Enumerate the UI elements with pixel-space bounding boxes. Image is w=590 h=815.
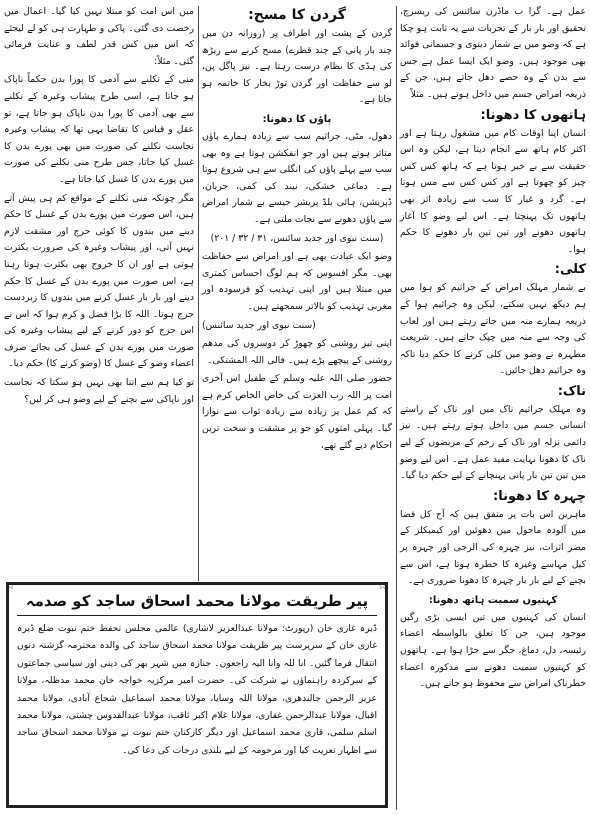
neck-paragraph: گردن کے پشت اور اطراف پر (روزانہ دن میں چند بار پانی کے چند قطرے) مسح کرنے سے ریڑھ کی ہڈی کا نظام درست رہتا ہے۔ نیز پاگل پن، لو سے حفاظت اور گردن توڑ بخار کا خاتمہ ہو جاتا ہے۔	[202, 28, 392, 106]
column-divider	[396, 6, 397, 810]
heading-nose: ناک:	[557, 383, 586, 399]
column-left	[4, 4, 194, 410]
hands-paragraph: انسان اپنا اوقات کام میں مشغول رہتا ہے اور اکثر کام ہاتھ سے انجام دیتا ہے، لیکن وہ اس حقیقت سے بے خبر ہوتا ہے کہ ہاتھ کس کس چیز کو چھوتا ہے اور کس کس سے مس ہوتا ہے۔ گرد و غبار کا سب سے زیادہ اثر بھی ہاتھوں تک پہنچتا ہے۔ اس لیے وضو کا آغاز ہاتھوں دھونے اور تین تین بار دھونے کا حکم ہوا۔	[400, 127, 586, 255]
star-ornament-icon: ☆	[378, 581, 387, 592]
notice-body: ڈیرہ غازی خان (رپورٹ: مولانا عبدالعزیز لاشاری) عالمی مجلس تحفظ ختم نبوت ضلع ڈیرہ غازی خان کے سرپرست پیر طریقت مولانا محمد اسحاق ساجد کی والدہ محترمہ گزشتہ دنوں انتقال فرما گئیں۔ انا للہ وانا الیہ راجعون۔ جنازہ میں شہر بھر کی دینی اور سیاسی جماعتوں کے سرکردہ راہنماؤں نے شرکت کی۔ حضرت امیر مرکزیہ خواجہ خان محمد مدظلہ، مولانا عزیز الرحمن جالندھری، مولانا اللہ وسایا، مولانا محمد اسماعیل شجاع آبادی، مولانا محمد اقبال، مولانا عبدالرحمن غفاری، مولانا غلام اکبر ثاقب، مولانا عبدالقدوس چشتی، مولانا محمد اسلم سلمی، قاری محمد اسماعیل اور دیگر کارکنان ختم نبوت نے مولانا محمد اسحاق ساجد سے اظہار تعزیت کیا اور مرحومہ کے لیے بلندی درجات کی دعا کی۔	[17, 623, 377, 756]
column-right	[400, 4, 586, 695]
intro-paragraph: عمل ہے۔ گرا ب ماڈرن سائنس کی ریسرچ، تحقیق اور بار بار کے تجربات سے یہ ثابت ہو چکا ہے کہ وضو میں بے شمار دینوی و جسمانی فوائد بھی موجود ہیں۔ وضو ایک ایسا عمل ہے جس سے بدن کے وہ حصے دھل جاتے ہیں، جن کے ذریعہ امراض جسم میں داخل ہوتے ہیں۔ مثلاً	[400, 6, 586, 100]
reference-note: (سنت نبوی اور جدید سائنس، ۳۱ / ۳۲ / ۲۰۱)	[210, 232, 384, 244]
face-paragraph: ماہرین اس بات پر متفق ہیں کہ آج کل فضا میں آلودہ ماحول میں دھوئیں اور کیمیکلز کے مضر اثرات، نیز چہرہ کی الرجی اور چہرہ پر کیل مہاسے وغیرہ کا خطرہ ہوتا ہے، اس سے بچنے کے لیے بار بار چہرہ کا دھونا ضروری ہے۔	[400, 508, 586, 587]
ritual-paragraph: منی کے نکلنے سے آدمی کا پورا بدن حکماً ناپاک ہو جاتا ہے، اسی طرح پیشاب وغیرہ کے نکلنے سے بھی آدمی کا پورا بدن ناپاک ہو جاتا ہے، تو عقل و قیاس کا تقاضا یہی تھا کہ پیشاب وغیرہ نجاست نکلنے کی صورت میں بھی پورے بدن کا غسل کیا جاتا، جس طرح منی نکلنے کی صورت میں پورے بدن کا غسل کیا جاتا ہے۔	[4, 74, 194, 185]
worship-paragraph: وضو ایک عبادت بھی ہے اور امراض سے حفاظت بھی۔ مگر افسوس کہ ہم لوگ احساس کمتری میں مبتلا ہیں اور اپنی تہذیب کو فرسودہ اور مغربی تہذیب کو بالاتر سمجھتے ہیں۔	[202, 251, 392, 312]
heading-neck: گردن کا مسح:	[248, 7, 346, 23]
feet-paragraph: دھول، مٹی، جراثیم سب سے زیادہ ہمارے پاؤں متاثر ہوتے ہیں اور جو انفکشن ہوتا ہے وہ بھی سب سے پہلے پاؤں کی انگلی سے ہی شروع ہوتا ہے۔ دماغی خشکی، نیند کی کمی، جریان، ڈپریشن، ہائی بلڈ پریشر جیسے بے شمار امراض سے پاؤں دھونے سے نجات ملتی ہے۔	[202, 130, 392, 225]
heading-rinse: کلی:	[554, 262, 586, 278]
nose-paragraph: وہ مہلک جراثیم ناک میں اور ناک کے راستے انسانی جسم میں داخل ہوتے رہتے ہیں۔ نیز دائمی نزلہ اور ناک کے زخم کے مریضوں کے لیے ناک کا دھونا نہایت مفید عمل ہے۔ اس لیے وضو میں تین تین بار پانی پہنچانے کے لیے حکم دیا گیا۔	[400, 403, 586, 482]
heading-feet: پاؤں کا دھونا:	[262, 113, 332, 125]
rinse-paragraph: بے شمار مہلک امراض کے جراثیم کو ہوا میں ہم دیکھ نہیں سکتے، لیکن وہ جراثیم ہوا کے ذریعہ ہمارے منہ میں جاتے رہتے ہیں اور لعاب کی وجہ سے منہ میں چپک جاتے ہیں۔ شریعت مطہرہ نے وضو میں کلی کرنے کا حکم دیا تاکہ وہ جراثیم دھل جائیں۔	[400, 282, 586, 377]
grace-paragraph: میں اس امت کو مبتلا نہیں کیا گیا۔ اعمال میں رخصت دی گئی۔ پاکی و طہارت ہی کو لے لیجئے کہ اس میں کس قدر لطف و عنایت فرمائی گئی۔ مثلاً:	[4, 6, 194, 67]
column-middle	[202, 4, 392, 456]
reference-note: (سنت نبوی اور جدید سائنس)	[202, 319, 316, 331]
heading-hands: ہاتھوں کا دھونا:	[480, 107, 586, 123]
elbows-paragraph: انسان کی کہنیوں میں تین ایسی بڑی رگیں موجود ہیں، جن کا تعلق بالواسطہ اعضاء رئیسہ، دل، دماغ، جگر سے جڑا ہوا ہے۔ ہاتھوں کو کہنیوں سمیت دھونے سے مذکورہ اعضاء خطرناک امراض سے محفوظ ہو جاتے ہیں۔	[400, 611, 586, 690]
closing-paragraph: تو کیا ہم سے اتنا بھی نہیں ہو سکتا کہ نجاست اور ناپاکی سے بچنے کے لیے وضو ہی کر لیں؟	[4, 377, 194, 405]
heading-elbows: کہنیوں سمیت ہاتھ دھونا:	[428, 594, 558, 606]
hardship-paragraph: مگر چونکہ منی نکلنے کے مواقع کم ہی پیش آتے ہیں، اس صورت میں پورے بدن کے غسل کا حکم دینے میں بندوں کا کوئی حرج اور مشقت لازم نہیں آتی، اور پیشاب وغیرہ کی ضرورت بکثرت ہوتی ہے اور ان کا خروج بھی بکثرت ہوتا رہتا ہے، اس صورت میں پورے بدن کے غسل کا حکم دینے اور بار بار غسل کرنے میں بندوں کا زبردست حرج ہوتا۔ اللہ کا بڑا فضل و کرم ہوا کہ اس نے اس حرج کو دور کرنے کے لیے پیشاب وغیرہ کی صورت میں پورے بدن کے غسل کی بجائے صرف اعضاء وضو کے غسل کا (وضو کرنے کا) حکم دیا۔	[4, 192, 194, 370]
star-ornament-icon: ☆	[6, 581, 15, 592]
column-divider	[198, 6, 199, 581]
condolence-notice-box	[6, 582, 388, 808]
prophet-paragraph: حضور صلی اللہ علیہ وسلم کے طفیل اس آخری امت پر اللہ رب العزت کی خاص الخاص کرم ہے کہ کم عمل پر زیادہ سے زیادہ ثواب سے نوازا گیا۔ پہلی امتوں کو جو پر مشقت و سخت ترین احکام دیے گئے تھے،	[202, 373, 392, 451]
notice-title: پیر طریقت مولانا محمد اسحاق ساجد کو صدمہ	[17, 589, 377, 616]
light-paragraph: اپنی تیز روشنی کو چھوڑ کر دوسروں کی مدھم روشنی کے پیچھے پڑے ہیں۔ فالی اللہ المشتکی۔	[202, 338, 392, 366]
heading-face: چہرہ کا دھونا:	[493, 488, 586, 504]
